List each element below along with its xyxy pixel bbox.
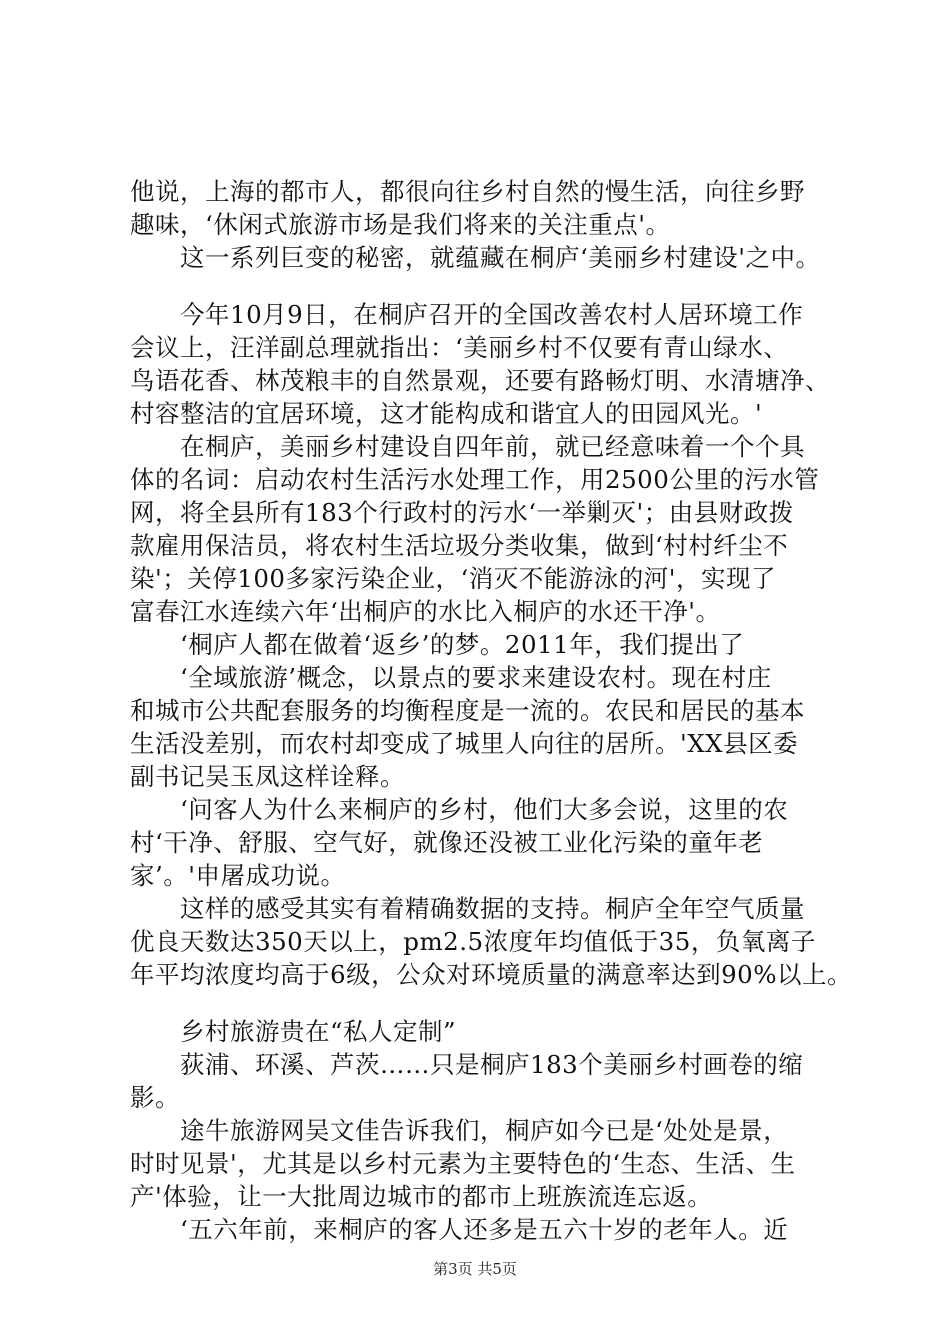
- paragraph: [130, 661, 850, 793]
- paragraph: [130, 241, 850, 274]
- paragraph: [130, 793, 850, 892]
- section-heading: [130, 1015, 850, 1048]
- text-line: 产'体验，让一大批周边城市的都市上班族流连忘返。: [130, 1182, 713, 1211]
- text-line: 副书记吴玉凤这样诠释。: [130, 762, 405, 791]
- text-line: 生活没差别，而农村却变成了城里人向往的居所。'XX县区委: [130, 729, 799, 758]
- text-line: 年平均浓度均高于6级，公众对环境质量的满意率达到90%以上。: [130, 960, 853, 989]
- paragraph: [130, 1213, 850, 1246]
- text-line: ‘桐庐人都在做着‘返乡’的梦。2011年，我们提出了: [180, 630, 745, 659]
- text-line: 村‘干净、舒服、空气好，就像还没被工业化污染的童年老: [130, 828, 764, 857]
- paragraph: [130, 892, 853, 991]
- text-line: 在桐庐，美丽乡村建设自四年前，就已经意味着一个个具: [180, 432, 805, 461]
- text-line: ‘全域旅游’概念，以景点的要求来建设农村。现在村庄: [180, 663, 772, 692]
- text-line: 鸟语花香、林茂粮丰的自然景观，还要有路畅灯明、水清塘净、: [130, 366, 830, 395]
- text-line: 优良天数达350天以上，pm2.5浓度年均值低于35，负氧离子: [130, 927, 816, 956]
- page-footer: 第3页 共5页: [433, 1260, 517, 1278]
- text-line: 体的名词：启动农村生活污水处理工作，用2500公里的污水管: [130, 465, 820, 494]
- text-line: 村容整洁的宜居环境，这才能构成和谐宜人的田园风光。': [130, 399, 763, 428]
- text-line: ‘五六年前，来桐庐的客人还多是五六十岁的老年人。近: [180, 1215, 789, 1244]
- paragraph: [130, 628, 850, 661]
- paragraph: [130, 430, 850, 628]
- paragraph: [130, 1114, 850, 1213]
- paragraph-gap: [130, 274, 850, 298]
- text-line: 会议上，汪洋副总理就指出：‘美丽乡村不仅要有青山绿水、: [130, 333, 789, 362]
- paragraph: [130, 1048, 850, 1114]
- document-body: [130, 175, 853, 1246]
- paragraph: [130, 175, 850, 241]
- text-line: 途牛旅游网吴文佳告诉我们，桐庐如今已是‘处处是景，: [180, 1116, 789, 1145]
- text-line: 荻浦、环溪、芦茨……只是桐庐183个美丽乡村画卷的缩: [180, 1050, 804, 1079]
- text-line: 款雇用保洁员，将农村生活垃圾分类收集，做到‘村村纤尘不: [130, 531, 789, 560]
- text-line: ‘问客人为什么来桐庐的乡村，他们大多会说，这里的农: [180, 795, 789, 824]
- text-line: 这一系列巨变的秘密，就蕴藏在桐庐‘美丽乡村建设'之中。: [180, 243, 821, 272]
- text-line: 趣味，‘休闲式旅游市场是我们将来的关注重点'。: [130, 210, 671, 239]
- text-line: 富春江水连续六年‘出桐庐的水比入桐庐的水还干净'。: [130, 597, 721, 626]
- text-line: 和城市公共配套服务的均衡程度是一流的。农民和居民的基本: [130, 696, 805, 725]
- text-line: 这样的感受其实有着精确数据的支持。桐庐全年空气质量: [180, 894, 805, 923]
- text-line: 网，将全县所有183个行政村的污水‘一举剿灭'；由县财政拨: [130, 498, 794, 527]
- text-line: 他说，上海的都市人，都很向往乡村自然的慢生活，向往乡野: [130, 177, 805, 206]
- text-line: 今年10月9日，在桐庐召开的全国改善农村人居环境工作: [180, 300, 804, 329]
- text-line: 影。: [130, 1083, 180, 1112]
- paragraph: [130, 298, 850, 430]
- text-line: 染'；关停100多家污染企业，‘消灭不能游泳的河'，实现了: [130, 564, 777, 593]
- text-line: 时时见景'，尤其是以乡村元素为主要特色的‘生态、生活、生: [130, 1149, 796, 1178]
- heading-line: 乡村旅游贵在“私人定制”: [180, 1017, 457, 1046]
- text-line: 家’。'申屠成功说。: [130, 861, 346, 890]
- paragraph-gap: [130, 991, 850, 1015]
